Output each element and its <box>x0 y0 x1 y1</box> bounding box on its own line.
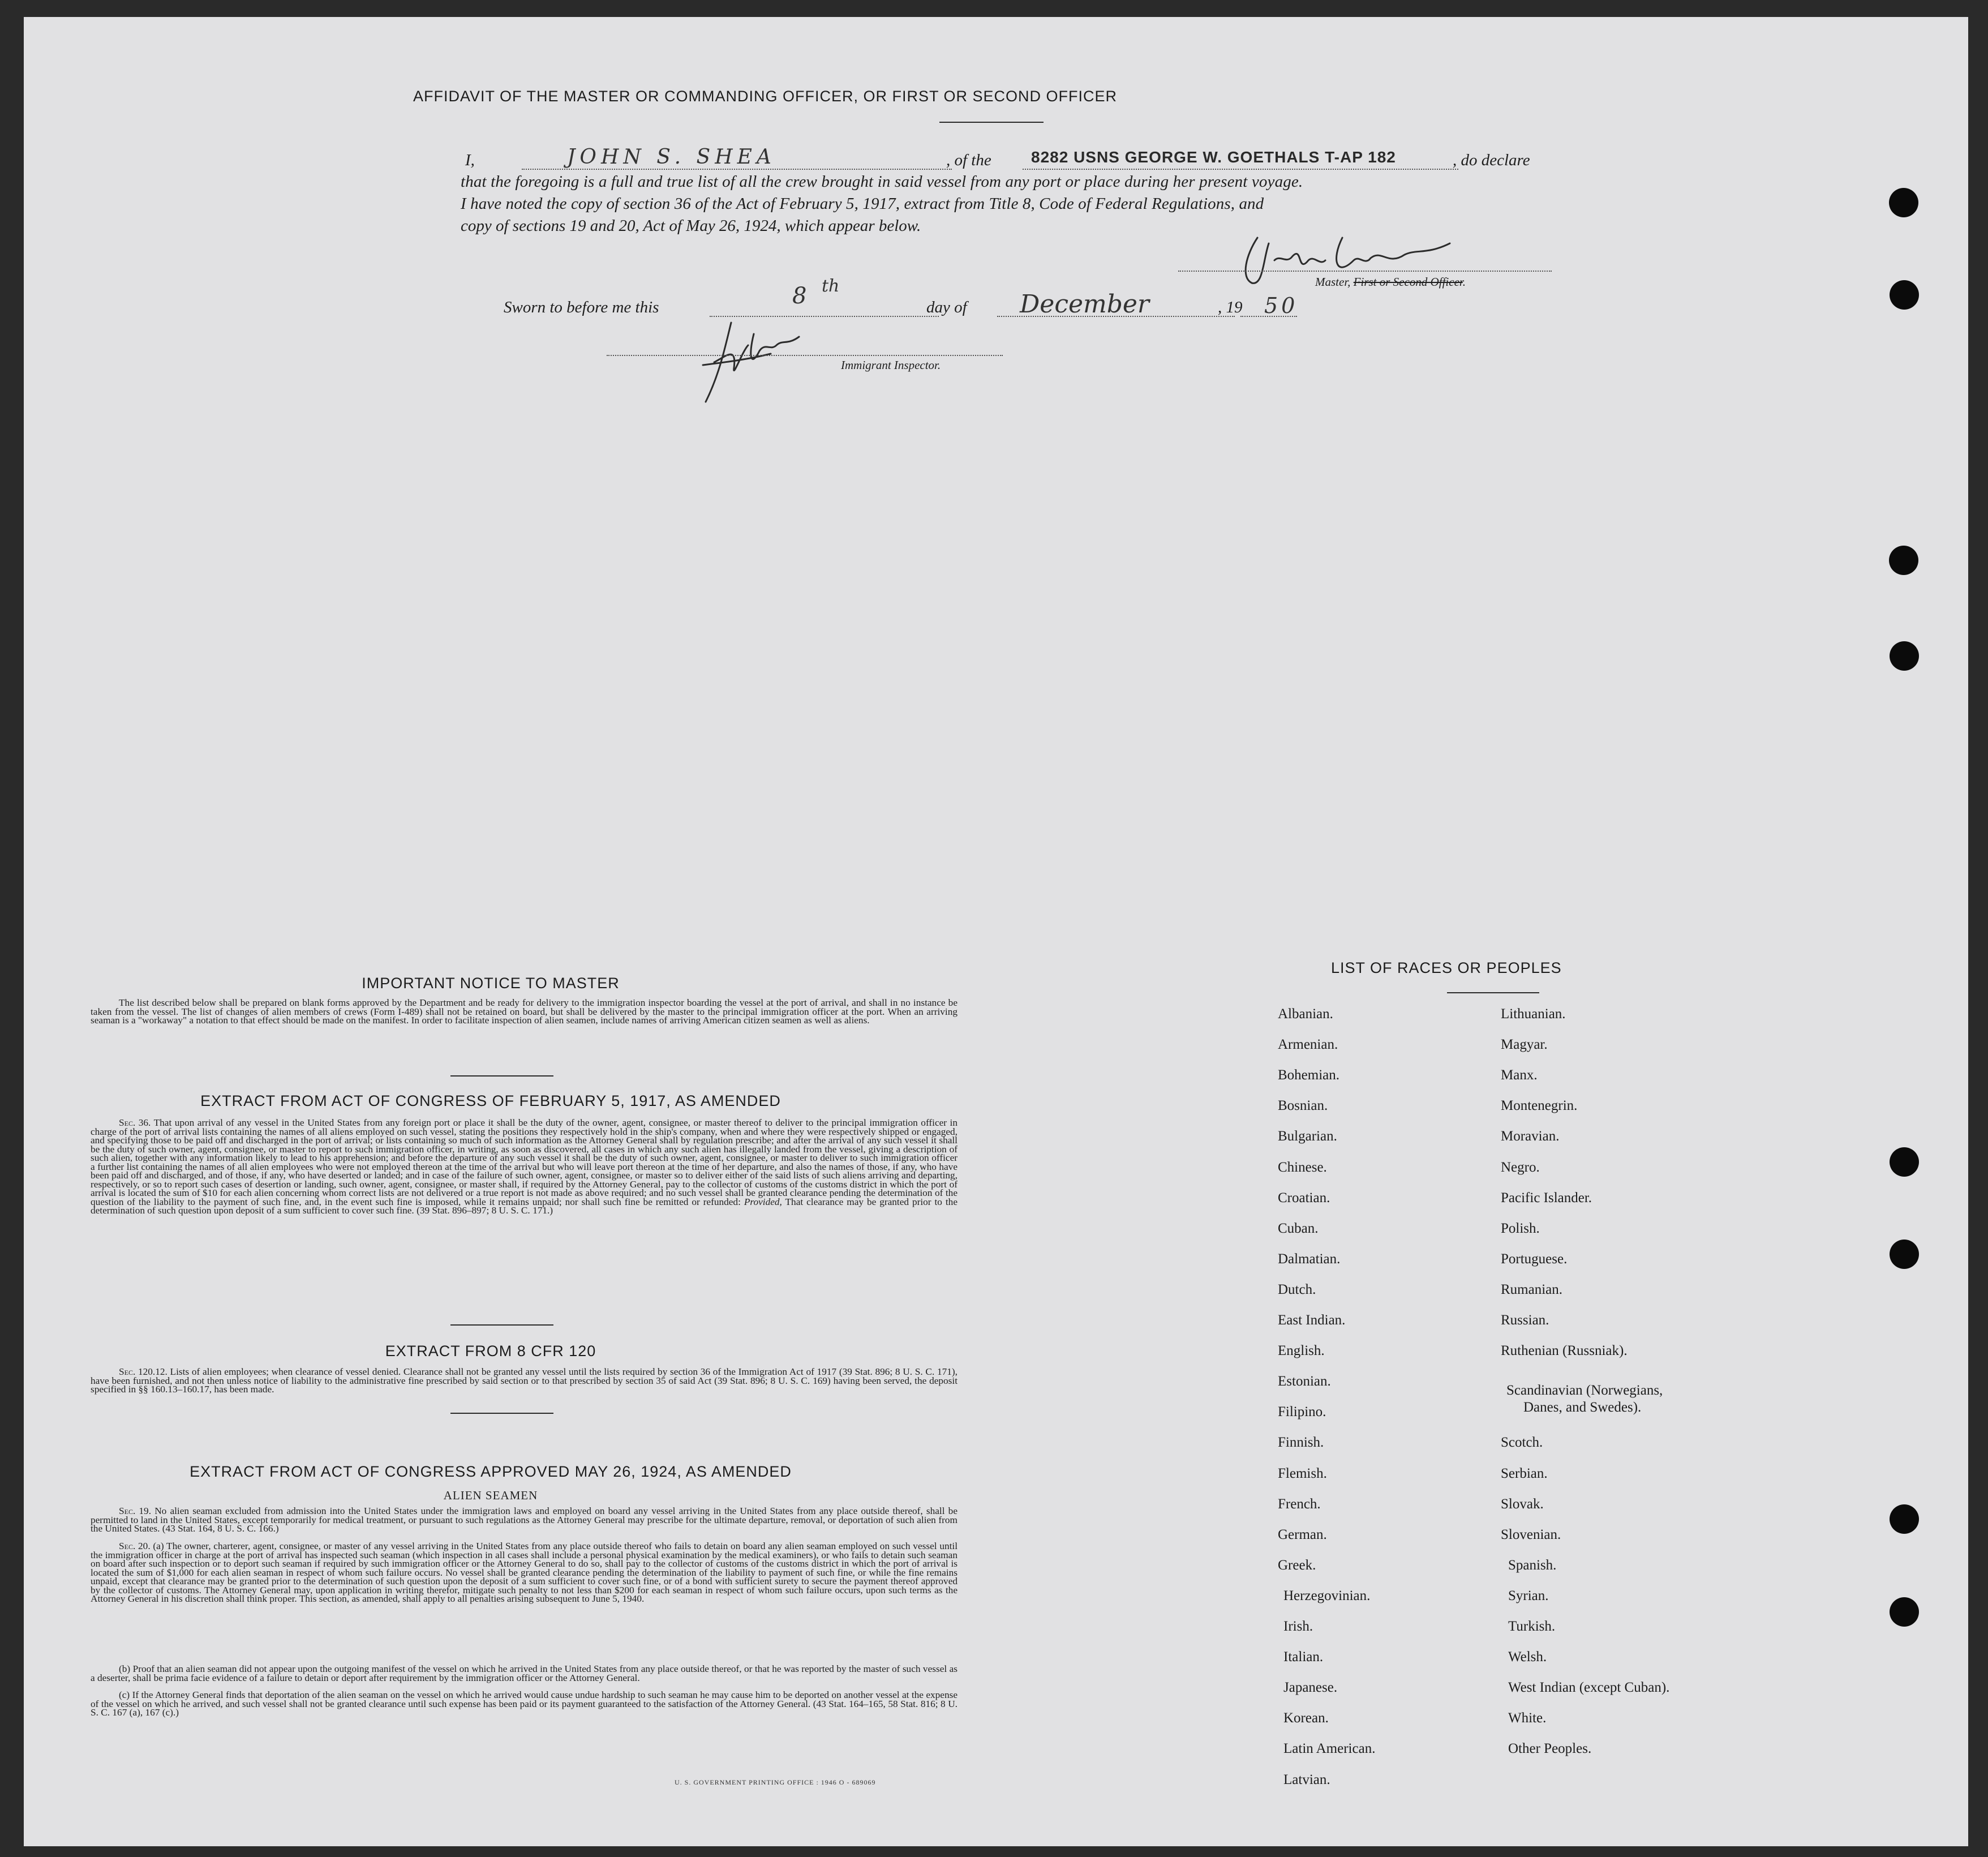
cfr-sec-label: Sec. 120.12. <box>119 1366 168 1377</box>
act1917-body-end: That clearance may be granted prior to the determination of such question upon deposit of a sum sufficient to cover such fine. (39 Stat. 896–897; 8 U. S. C. 171.) <box>91 1196 957 1216</box>
race-item: Other Peoples. <box>1508 1741 1592 1757</box>
master-signature-line <box>1178 271 1552 272</box>
race-item: Italian. <box>1283 1649 1324 1665</box>
punch-hole <box>1889 188 1918 217</box>
race-item: Ruthenian (Russniak). <box>1501 1343 1628 1359</box>
notice-title: IMPORTANT NOTICE TO MASTER <box>362 975 620 992</box>
master-title: Master, <box>1315 275 1351 289</box>
act1917-sec-label: Sec. 36. <box>119 1117 151 1128</box>
cfr-body <box>91 1367 957 1394</box>
act1924-sec19-text: No alien seaman excluded from admission into the United States under the immigration laws and employed on board any vessel arriving in the United States from any place outside thereof, shall be permitted to land in the United States, except temporarily for medical treatment, or pursuant to such regulations as the Attorney General may prescribe for the ultimate departure, removal, or deportation of such alien from the United States. (43 Stat. 164, 8 U. S. C. 166.) <box>91 1506 957 1534</box>
act1917-body <box>91 1118 957 1215</box>
inspector-label: Immigrant Inspector. <box>841 358 941 372</box>
race-item: West Indian (except Cuban). <box>1508 1680 1670 1696</box>
day-of-label: day of <box>926 298 967 316</box>
name-line <box>522 169 952 170</box>
race-item: Scotch. <box>1501 1435 1543 1451</box>
race-item: Bosnian. <box>1278 1098 1328 1114</box>
name-handwritten: JOHN S. SHEA <box>567 145 776 169</box>
act1924-sec20b <box>91 1665 957 1682</box>
race-item: East Indian. <box>1278 1313 1346 1328</box>
year-handwritten: 50 <box>1264 293 1299 318</box>
document-page <box>24 17 1968 1846</box>
act1924-sec20c-text: (c) If the Attorney General finds that deportation of the alien seaman on the vessel on which he arrived would cause undue hardship to such seaman he may cause him to be deported on another vessel at the expense of the vessel on which he arrived, and such vessel shall not be granted clearance until such expense has been paid or its payment guaranteed to the satisfaction of the Attorney General. (43 Stat. 164–165, 58 Stat. 816; 8 U. S. C. 167 (a), 167 (c).) <box>91 1689 957 1718</box>
race-item: Bulgarian. <box>1278 1129 1337 1144</box>
section-rule <box>450 1413 553 1414</box>
race-item: Spanish. <box>1508 1557 1557 1573</box>
vessel-line <box>1023 169 1458 170</box>
race-item: Turkish. <box>1508 1619 1556 1634</box>
affidavit-title-rule <box>939 122 1044 123</box>
races-title-rule <box>1447 992 1539 993</box>
act1924-sec19-label: Sec. 19. <box>119 1506 152 1516</box>
act1924-sec20c <box>91 1691 957 1717</box>
act1924-sec20b-text: (b) Proof that an alien seaman did not appear upon the outgoing manifest of the vessel on which he arrived in the United States from any place outside thereof, or that he was reported by the master of such vessel as a deserter, shall be prima facie evidence of a failure to detain or deport after requirement by the immigration officer or the Attorney General. <box>91 1663 957 1683</box>
act1924-subtitle: ALIEN SEAMEN <box>443 1489 538 1502</box>
act1924-sec20a-text: (a) The owner, charterer, agent, consignee, or master of any vessel arriving in the United States from any place outside thereof who fails to detain on board any alien seaman employed on such vessel until the immigration officer in charge at the port of arrival has inspected such seaman (which inspection in all cases shall include a personal physical examination by the medical examiners), or who fails to detain such seaman on board after such inspection or to deport such seaman if required by such immigration officer or the Attorney General to do so, shall pay to the collector of customs of the customs district in which the port of arrival is located the sum of $1,000 for each alien seaman in respect of whom such failure occurs. No vessel shall be granted clearance pending the determination of the liability to payment of such fine, or while the fine remains unpaid, except that clearance may be granted prior to the determination of such question upon the deposit of a sum sufficient to cover such fine, or of a bond with sufficient surety to secure the payment thereof approved by the collector of customs. The Attorney General may, upon application in writing therefor, mitigate such penalty to not less than $200 for each seaman in respect of whom such failure occurs, upon such terms as the Attorney General in his discretion shall think proper. This section, as amended, shall apply to all penalties arising subsequent to June 5, 1940. <box>91 1541 958 1604</box>
race-item: Lithuanian. <box>1501 1006 1566 1022</box>
race-item: Dutch. <box>1278 1281 1316 1297</box>
race-item: German. <box>1278 1526 1327 1542</box>
section-rule <box>450 1075 553 1077</box>
race-item: English. <box>1278 1343 1325 1359</box>
race-item: Welsh. <box>1508 1649 1547 1665</box>
race-item: Montenegrin. <box>1501 1098 1578 1114</box>
race-item: Korean. <box>1283 1710 1329 1726</box>
punch-hole <box>1890 1597 1919 1627</box>
race-item: Serbian. <box>1501 1465 1548 1481</box>
act1924-sec20-label: Sec. 20. <box>119 1541 151 1551</box>
punch-hole <box>1890 280 1919 310</box>
notice-body <box>91 998 957 1025</box>
race-item: Danes, and Swedes). <box>1523 1400 1642 1416</box>
race-item: Flemish. <box>1278 1465 1327 1481</box>
race-item: Estonian. <box>1278 1374 1331 1389</box>
race-item: Slovenian. <box>1501 1526 1561 1542</box>
race-item: Chinese. <box>1278 1159 1327 1175</box>
inspector-signature-line <box>607 355 1003 356</box>
race-item: Irish. <box>1283 1619 1313 1634</box>
race-item: Polish. <box>1501 1220 1540 1236</box>
race-item: Bohemian. <box>1278 1067 1340 1083</box>
race-item: Dalmatian. <box>1278 1251 1341 1267</box>
vessel-typed: 8282 USNS GEORGE W. GOETHALS T-AP 182 <box>1031 148 1396 166</box>
month-handwritten: December <box>1020 290 1149 319</box>
races-title: LIST OF RACES OR PEOPLES <box>1331 959 1562 976</box>
race-item: Filipino. <box>1278 1404 1326 1420</box>
master-label <box>1315 275 1466 289</box>
affidavit-title: AFFIDAVIT OF THE MASTER OR COMMANDING OFFICER, OR FIRST OR SECOND OFFICER <box>413 88 1118 105</box>
race-item: Finnish. <box>1278 1435 1324 1451</box>
act1924-title: EXTRACT FROM ACT OF CONGRESS APPROVED MAY 26, 1924, AS AMENDED <box>190 1463 792 1480</box>
race-item: Cuban. <box>1278 1220 1319 1236</box>
race-item: Rumanian. <box>1501 1281 1563 1297</box>
race-item: Japanese. <box>1283 1680 1338 1696</box>
race-item: White. <box>1508 1710 1547 1726</box>
race-item: Scandinavian (Norwegians, <box>1506 1383 1663 1399</box>
day-suffix-handwritten: th <box>822 276 840 296</box>
day-handwritten: 8 <box>792 283 807 309</box>
race-item: Croatian. <box>1278 1190 1330 1206</box>
act1924-sec20a <box>91 1542 957 1603</box>
affidavit-do-declare: , do declare <box>1453 151 1530 169</box>
section-rule <box>450 1324 553 1326</box>
year-prefix: , 19 <box>1218 298 1243 316</box>
printing-office-footer: U. S. GOVERNMENT PRINTING OFFICE : 1946 O - 689069 <box>675 1778 876 1786</box>
race-item: Latin American. <box>1283 1741 1376 1757</box>
race-item: Armenian. <box>1278 1037 1338 1053</box>
cfr-title: EXTRACT FROM 8 CFR 120 <box>385 1343 596 1359</box>
affidavit-line-2: that the foregoing is a full and true list of all the crew brought in said vessel from any port or place during her present voyage. <box>461 173 1303 191</box>
race-item: Manx. <box>1501 1067 1538 1083</box>
cfr-body-text: Lists of alien employees; when clearance of vessel denied. Clearance shall not be granted any vessel until the lists required by section 36 of the Immigration Act of 1917 (39 Stat. 896; 8 U. S. C. 171), have been furnished, and not then unless notice of liability to the administrative fine prescribed by said section or to that prescribed by section 35 of said Act (39 Stat. 896; 8 U. S. C. 169) having been served, the deposit specified in §§ 160.13–160.17, has been made. <box>91 1366 957 1395</box>
race-item: Russian. <box>1501 1313 1549 1328</box>
year-line <box>1240 316 1297 317</box>
struck-officer-title: First or Second Officer <box>1353 275 1463 289</box>
act1924-sec19 <box>91 1507 957 1533</box>
race-item: French. <box>1278 1496 1321 1512</box>
notice-body-text: The list described below shall be prepared on blank forms approved by the Department and be ready for delivery to the immigration inspector boarding the vessel at the port of arrival, and shall in no instance be taken from the vessel. The list of changes of alien members of crews (Form I-489) shall not be retained on board, but shall be delivered by the master to the principal immigration officer at the port. When an arriving seaman is a "workaway" a notation to that effect should be made on the manifest. In order to facilitate inspection of alien seamen, include names of arriving American citizen seamen as well as aliens. <box>91 997 957 1026</box>
punch-hole <box>1889 546 1918 575</box>
affidavit-line-4: copy of sections 19 and 20, Act of May 26, 1924, which appear below. <box>461 217 921 235</box>
race-item: Herzegovinian. <box>1283 1588 1371 1603</box>
sworn-label: Sworn to before me this <box>504 298 659 316</box>
act1917-provided: Provided, <box>744 1196 782 1207</box>
punch-hole <box>1890 641 1919 671</box>
race-item: Slovak. <box>1501 1496 1544 1512</box>
punch-hole <box>1890 1504 1919 1534</box>
race-item: Portuguese. <box>1501 1251 1568 1267</box>
race-item: Moravian. <box>1501 1129 1560 1144</box>
act1917-body-text: That upon arrival of any vessel in the United States from any foreign port or place it shall be the duty of the owner, agent, consignee, or master thereof to deliver to the principal immigration officer in charge of the port of arrival lists containing the names of all aliens employed on such vessel, stating the positions they respectively hold in the ship's company, when and where they were respectively shipped or engaged, and specifying those to be paid off and discharged in the port of arrival; or lists containing so much of such information as the Attorney General shall by regulation prescribe; and after the arrival of any such vessel it shall be the duty of such owner, agent, consignee, or master to report to such immigration officer, in writing, as soon as discovered, all cases in which any such alien has illegally landed from the vessel, giving a description of such alien, together with any information likely to lead to his apprehension; and before the departure of any such vessel it shall be the duty of such owner, agent, consignee, or master to deliver to such immigration officer a further list containing the names of all alien employees who were not employed thereon at the time of the arrival but who will leave port thereon at the time of her departure, and also the names of those, if any, who have been paid off and discharged, and of those, if any, who have deserted or landed; and in case of the failure of such owner, agent, consignee, or master so to deliver either of the said lists of such aliens arriving and departing, respectively, or so to report such cases of desertion or landing, such owner, agent, consignee, or master shall, if required by the Attorney General, pay to the collector of customs of the customs district in which the port of arrival is located the sum of $10 for each alien concerning whom correct lists are not delivered or a true report is not made as above required; and no such vessel shall be granted clearance pending the determination of the question of the liability to the payment of such fine, and, in the event such fine is imposed, while it remains unpaid; nor shall such fine be remitted or refunded: <box>91 1117 957 1207</box>
punch-hole <box>1890 1240 1919 1269</box>
race-item: Albanian. <box>1278 1006 1333 1022</box>
race-item: Magyar. <box>1501 1037 1548 1053</box>
affidavit-of-the: , of the <box>946 151 991 169</box>
race-item: Syrian. <box>1508 1588 1549 1603</box>
act1917-title: EXTRACT FROM ACT OF CONGRESS OF FEBRUARY 5, 1917, AS AMENDED <box>200 1092 781 1109</box>
master-label-period: . <box>1462 275 1466 289</box>
race-item: Greek. <box>1278 1557 1316 1573</box>
race-item: Negro. <box>1501 1159 1540 1175</box>
affidavit-line-3: I have noted the copy of section 36 of the Act of February 5, 1917, extract from Title 8, Code of Federal Regulations, and <box>461 195 1264 213</box>
affidavit-pre-name: I, <box>465 151 475 169</box>
punch-hole <box>1890 1147 1919 1177</box>
race-item: Latvian. <box>1283 1772 1330 1787</box>
race-item: Pacific Islander. <box>1501 1190 1592 1206</box>
inspector-signature <box>692 311 816 413</box>
